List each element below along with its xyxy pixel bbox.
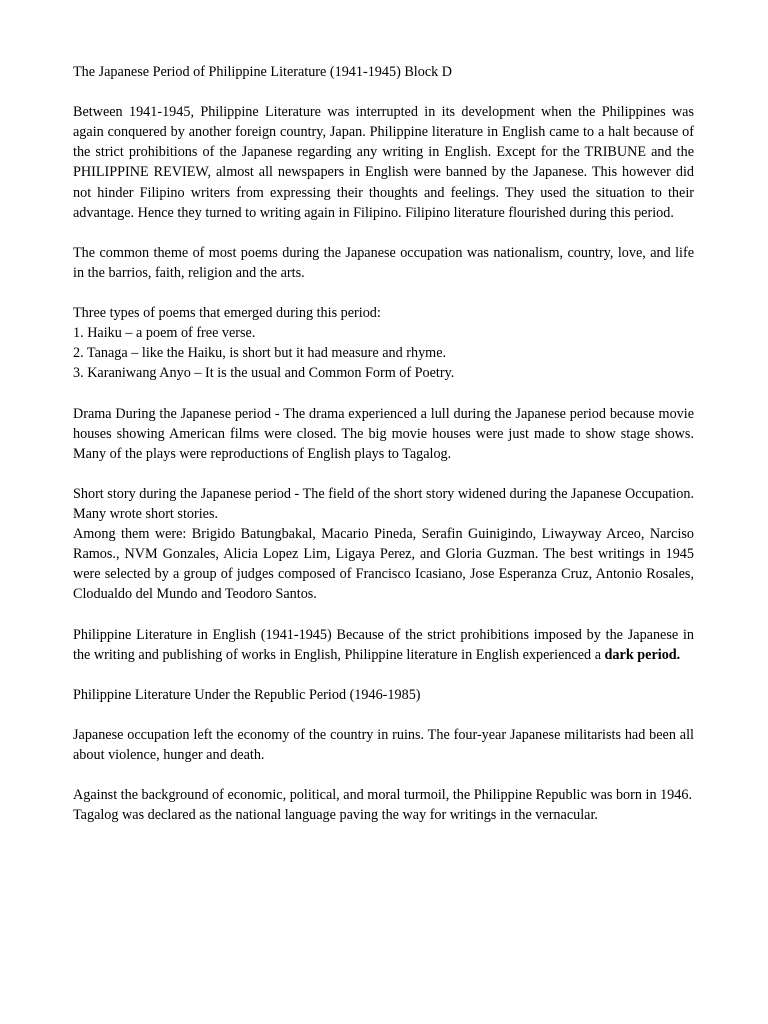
republic-paragraph-economy: Japanese occupation left the economy of the country in ruins. The four-year Japanese militarists had been all about violence, hunger and death. bbox=[73, 727, 694, 764]
poem-types-section bbox=[73, 303, 694, 383]
english-literature-paragraph bbox=[73, 625, 694, 665]
republic-heading: Philippine Literature Under the Republic Period (1946-1985) bbox=[73, 686, 421, 703]
poem-type-item: 1. Haiku – a poem of free verse. bbox=[73, 325, 256, 342]
short-story-paragraph: Short story during the Japanese period - The field of the short story widened during the Japanese Occupation. Many wrote short stories. bbox=[73, 485, 694, 523]
document-title: The Japanese Period of Philippine Literature (1941-1945) Block D bbox=[73, 64, 453, 80]
english-literature-text: Philippine Literature in English (1941-1945) Because of the strict prohibitions imposed by the Japanese in the writing and publishing of works in English, Philippine literature in English experienced a bbox=[73, 626, 694, 663]
poem-types-intro: Three types of poems that emerged during this period: bbox=[73, 305, 381, 322]
intro-paragraph: Between 1941-1945, Philippine Literature was interrupted in its development when the Philippines was again conquered by another foreign country, Japan. Philippine literature in English came to a halt because of the strict prohibitions of the Japanese regarding any writing in English. Except for the TRIBUNE and the PHILIPPINE REVIEW, almost all newspapers in English were banned by the Japanese. This however did not hinder Filipino writers from expressing their thoughts and feelings. They used the situation to their advantage. Hence they turned to writing again in Filipino. Filipino literature flourished during this period. bbox=[73, 104, 694, 221]
poem-type-item: 3. Karaniwang Anyo – It is the usual and Common Form of Poetry. bbox=[73, 365, 455, 382]
republic-paragraph-language: Tagalog was declared as the national language paving the way for writings in the vernacular. bbox=[73, 807, 598, 824]
poem-theme-paragraph: The common theme of most poems during the Japanese occupation was nationalism, country, love, and life in the barrios, faith, religion and the arts. bbox=[73, 244, 694, 281]
english-literature-bold: dark period. bbox=[604, 646, 681, 663]
drama-paragraph: Drama During the Japanese period - The drama experienced a lull during the Japanese period because movie houses showing American films were closed. The big movie houses were just made to show stage shows. Many of the plays were reproductions of English plays to Tagalog. bbox=[73, 405, 694, 462]
document-page bbox=[73, 62, 694, 846]
short-story-writers-paragraph: Among them were: Brigido Batungbakal, Macario Pineda, Serafin Guinigindo, Liwayway Arceo, Narciso Ramos., NVM Gonzales, Alicia Lopez Lim, Ligaya Perez, and Gloria Guzman. The best writings in 1945 were selected by a group of judges composed of Francisco Icasiano, Jose Esperanza Cruz, Antonio Rosales, Clodualdo del Mundo and Teodoro Santos. bbox=[73, 526, 694, 603]
poem-type-item: 2. Tanaga – like the Haiku, is short but it had measure and rhyme. bbox=[73, 345, 447, 362]
republic-paragraph-birth: Against the background of economic, political, and moral turmoil, the Philippine Republic was born in 1946. bbox=[73, 787, 693, 804]
